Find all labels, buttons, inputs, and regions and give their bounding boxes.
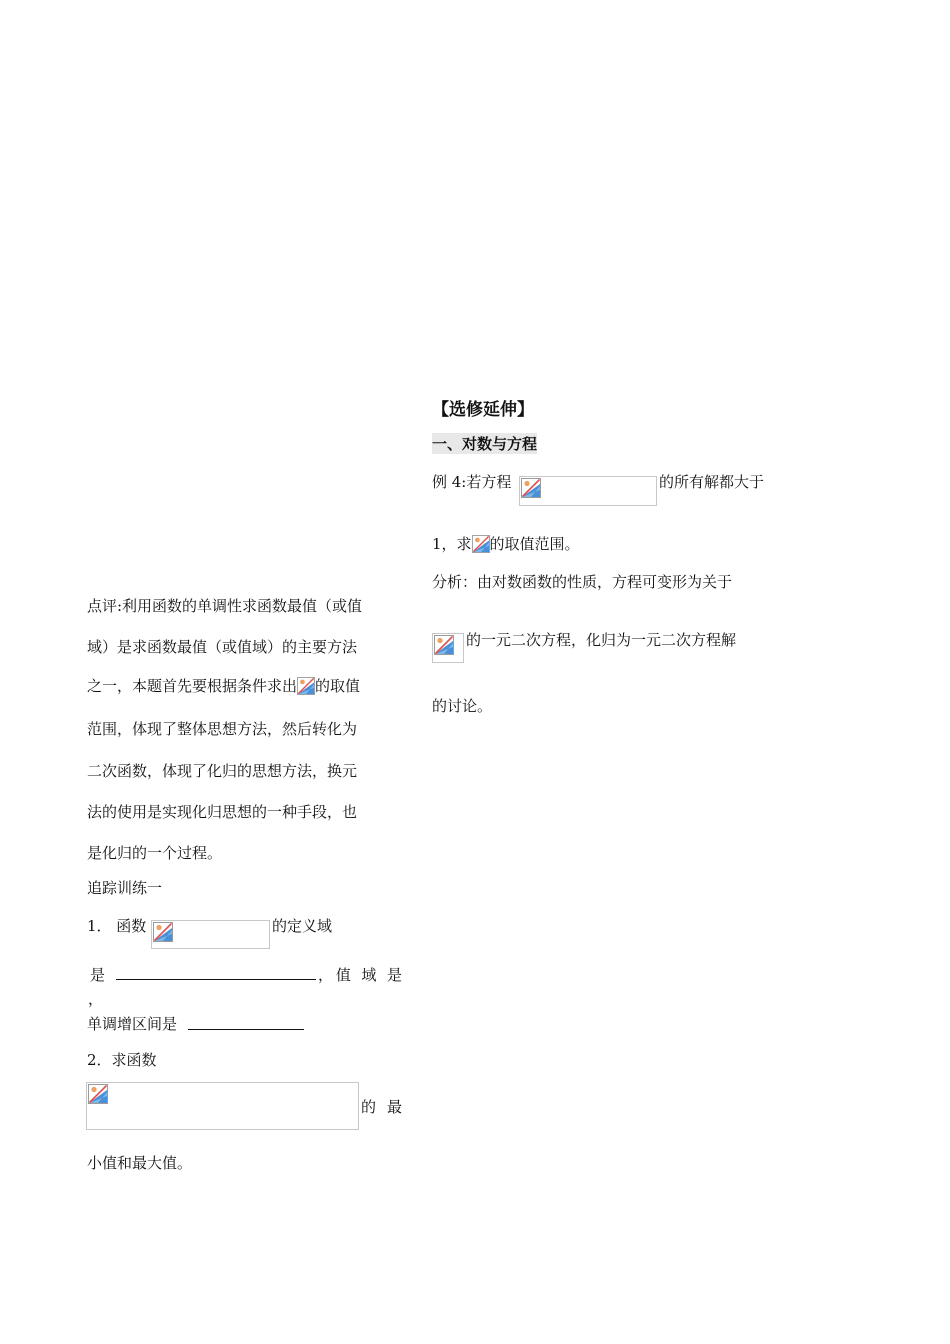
- subheading: 一、对数与方程: [432, 435, 538, 453]
- example-prefix: 例 4:若方程: [432, 473, 512, 491]
- function-image: [86, 1082, 359, 1130]
- q1-line2-a: 是: [90, 966, 106, 984]
- answer-blank-increasing[interactable]: [188, 1015, 304, 1030]
- comment-line: 法的使用是实现化归思想的一种手段，也: [87, 803, 358, 821]
- analysis-line1: 分析：由对数函数的性质，方程可变形为关于: [432, 573, 733, 591]
- comment-line3-suffix: 的取值: [315, 677, 361, 695]
- broken-image-icon: [88, 1084, 108, 1104]
- q2-suffix: [361, 1096, 402, 1117]
- q1-line2-b-text: ，值 域 是: [318, 966, 402, 984]
- comment-line: 二次函数，体现了化归的思想方法，换元: [87, 762, 358, 780]
- broken-image-icon: [472, 535, 490, 553]
- example-line2-suffix: 的取值范围。: [489, 535, 580, 553]
- example-suffix: 的所有解都大于: [659, 473, 765, 491]
- variable-image: [432, 633, 464, 663]
- answer-blank-domain[interactable]: [116, 965, 316, 980]
- q2-line3: 小值和最大值。: [87, 1154, 193, 1172]
- q1-line2-b: [318, 964, 402, 985]
- function-image: [151, 920, 270, 949]
- comment-line: [87, 675, 360, 696]
- q1-line3: ，: [88, 990, 104, 1008]
- section-heading: 【选修延伸】: [432, 400, 534, 420]
- comment-line: 是化归的一个过程。: [87, 844, 223, 862]
- q1-prefix: 1． 函数: [87, 917, 147, 935]
- q2-line1: 2．求函数: [87, 1051, 157, 1069]
- broken-image-icon: [434, 635, 454, 655]
- equation-image: [519, 476, 657, 506]
- example-line2: [432, 533, 580, 554]
- training-title: 追踪训练一: [87, 879, 163, 897]
- example-line2-prefix: 1，求: [432, 535, 472, 553]
- q1-line4: 单调增区间是: [87, 1015, 178, 1033]
- comment-line: 范围，体现了整体思想方法，然后转化为: [87, 720, 358, 738]
- analysis-line2: 的一元二次方程，化归为一元二次方程解: [466, 631, 737, 649]
- q2-suffix-text: 的 最: [361, 1098, 402, 1116]
- broken-image-icon: [297, 677, 315, 695]
- comment-line: 域）是求函数最值（或值域）的主要方法: [87, 638, 358, 656]
- broken-image-icon: [521, 478, 541, 498]
- comment-line: 点评:利用函数的单调性求函数最值（或值: [87, 597, 363, 615]
- broken-image-icon: [153, 922, 173, 942]
- analysis-line3: 的讨论。: [432, 697, 493, 715]
- comment-line3-prefix: 之一，本题首先要根据条件求出: [87, 677, 298, 695]
- q1-suffix: 的定义域: [272, 917, 333, 935]
